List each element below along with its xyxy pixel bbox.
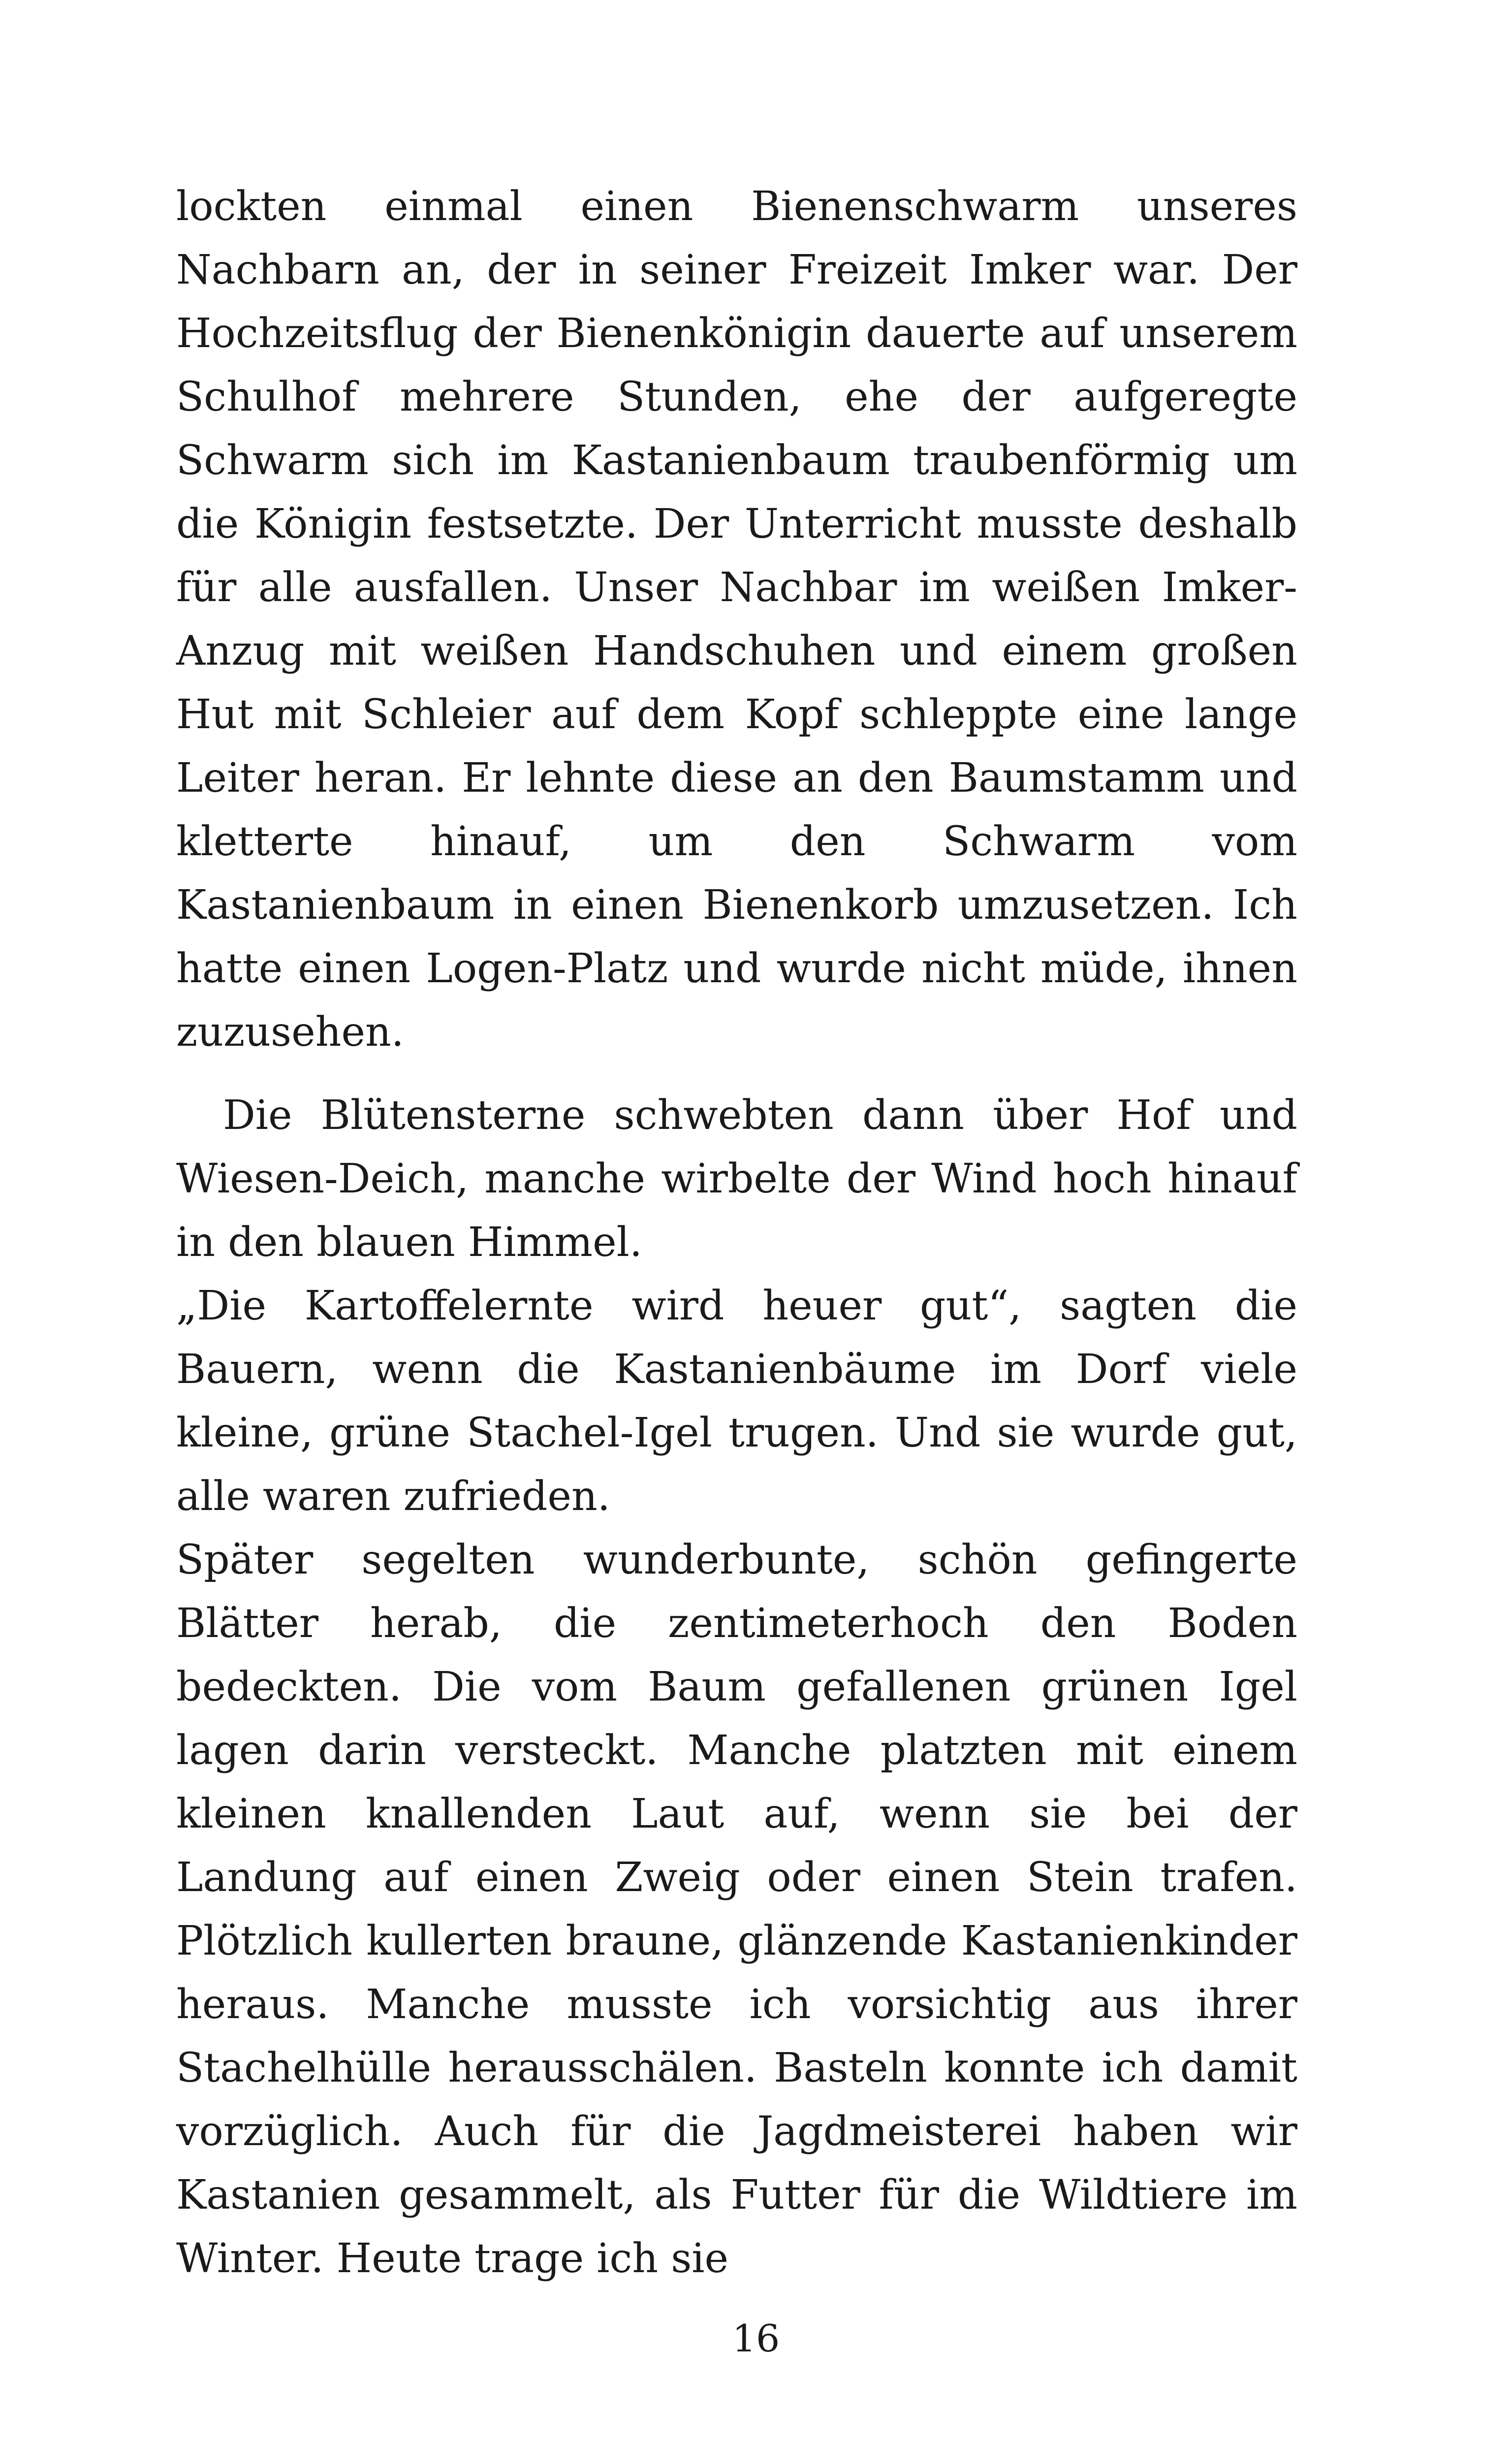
page-number: 16 bbox=[732, 2316, 780, 2360]
paragraph-1: lockten einmal einen Bienenschwarm unseres Nachbarn an, der in seiner Freizeit Imker war. Der Hochzeitsflug der Bienenkönigin dauerte auf unserem Schulhof mehrere Stunden, ehe der aufgeregte Schwarm sich im Kastanienbaum traubenförmig um die Königin festsetzte. Der Unterricht musste deshalb für alle ausfallen. Unser Nachbar im weißen Imker-Anzug mit weißen Handschuhen und einem großen Hut mit Schleier auf dem Kopf schleppte eine lange Leiter heran. Er lehnte diese an den Baumstamm und kletterte hinauf, um den Schwarm vom Kastanienbaum in einen Bienenkorb umzusetzen. Ich hatte einen Logen-Platz und wurde nicht müde, ihnen zuzusehen. bbox=[176, 183, 1297, 1056]
paragraph-4: Später segelten wunderbunte, schön gefingerte Blätter herab, die zentimeterhoch den Boden bedeckten. Die vom Baum gefallenen grünen Igel lagen darin versteckt. Manche platzten mit einem kleinen knallenden Laut auf, wenn sie bei der Landung auf einen Zweig oder einen Stein trafen. Plötzlich kullerten braune, glänzende Kastanienkinder heraus. Manche musste ich vorsichtig aus ihrer Stachelhülle herausschälen. Basteln konnte ich damit vorzüglich. Auch für die Jagdmeisterei haben wir Kastanien gesammelt, als Futter für die Wildtiere im Winter. Heute trage ich sie bbox=[176, 1537, 1297, 2282]
paragraph-3: „Die Kartoffelernte wird heuer gut“, sagten die Bauern, wenn die Kastanienbäume im Dorf viele kleine, grüne Stachel-Igel trugen. Und sie wurde gut, alle waren zufrieden. bbox=[176, 1283, 1297, 1520]
paragraph-2: Die Blütensterne schwebten dann über Hof und Wiesen-Deich, manche wirbelte der Wind hoch hinauf in den blauen Himmel. bbox=[176, 1092, 1297, 1266]
body-text bbox=[176, 175, 1297, 2290]
